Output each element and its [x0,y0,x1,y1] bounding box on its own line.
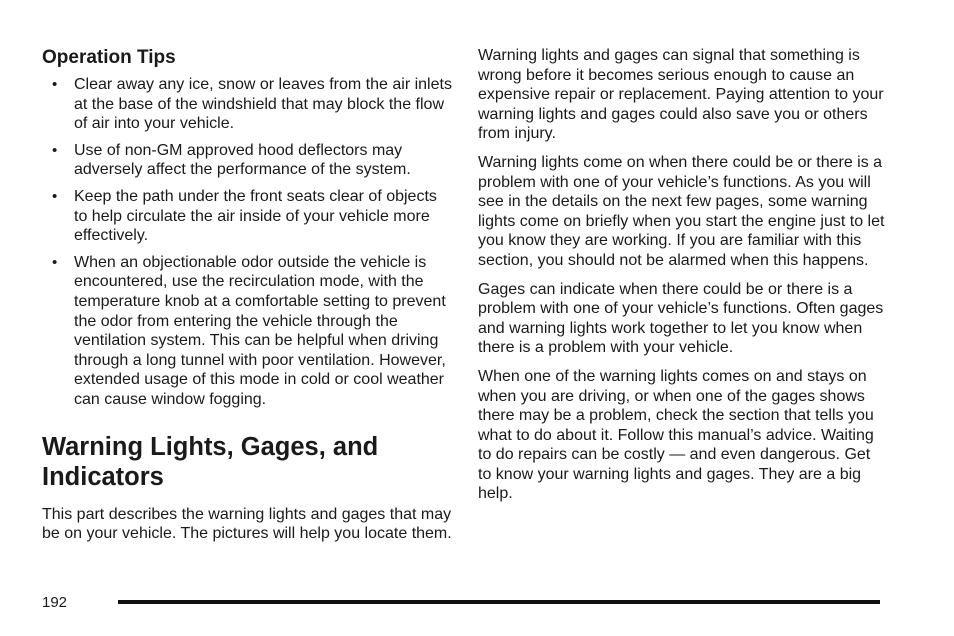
bullet-icon: • [52,141,58,159]
page-number: 192 [42,594,68,611]
list-item [42,187,452,246]
intro-paragraph: This part describes the warning lights and gages that may be on your vehicle. The pictures will help you locate them. [42,505,452,543]
bullet-icon: • [52,76,58,93]
left-column [42,46,452,553]
body-paragraph: Warning lights and gages can signal that something is wrong before it becomes serious enough to cause an expensive repair or replacement. Paying attention to your warning lights and gages could also save you or others from injury. [478,47,884,143]
list-item [42,253,452,410]
body-paragraph: Warning lights come on when there could be or there is a problem with one of your vehicle’s functions. As you will see in the details on the next few pages, some warning lights come on briefly when you start the engine just to let you know they are working. If you are familiar with this section, you should not be alarmed when this happens. [478,153,885,269]
right-column [478,46,888,513]
tip-text: Clear away any ice, snow or leaves from the air inlets at the base of the windshield that may block the flow of air into your vehicle. [74,76,452,133]
section-heading: Warning Lights, Gages, and Indicators [42,432,379,491]
list-item [42,141,452,180]
footer-divider [118,600,880,604]
bullet-icon: • [52,253,58,271]
tip-text: Use of non-GM approved hood deflectors may adversely affect the performance of the system. [74,141,411,179]
list-item [42,75,452,134]
body-paragraph: When one of the warning lights comes on and stays on when you are driving, or when one of the gages shows there may be a problem, check the section that tells you what to do about it. Follow this manual’s advice. Waiting to do repairs can be costly — and even dangerous. Get to know your warning lights and gages. They are a big help. [478,367,874,503]
tip-text: When an objectionable odor outside the vehicle is encountered, use the recirculation mode, with the temperature knob at a comfortable setting to prevent the odor from entering the vehicle through the ventilation system. This can be helpful when driving through a long tunnel with poor ventilation. However, extended usage of this mode in cold or cool weather can cause window fogging. [74,253,446,408]
operation-tips-heading: Operation Tips [42,47,176,68]
operation-tips-list [42,75,452,410]
bullet-icon: • [52,187,58,205]
tip-text: Keep the path under the front seats clear of objects to help circulate the air inside of your vehicle more effectively. [74,187,437,245]
body-paragraph: Gages can indicate when there could be or there is a problem with one of your vehicle’s functions. Often gages and warning lights work together to let you know when there is a problem with your vehicle. [478,280,884,357]
